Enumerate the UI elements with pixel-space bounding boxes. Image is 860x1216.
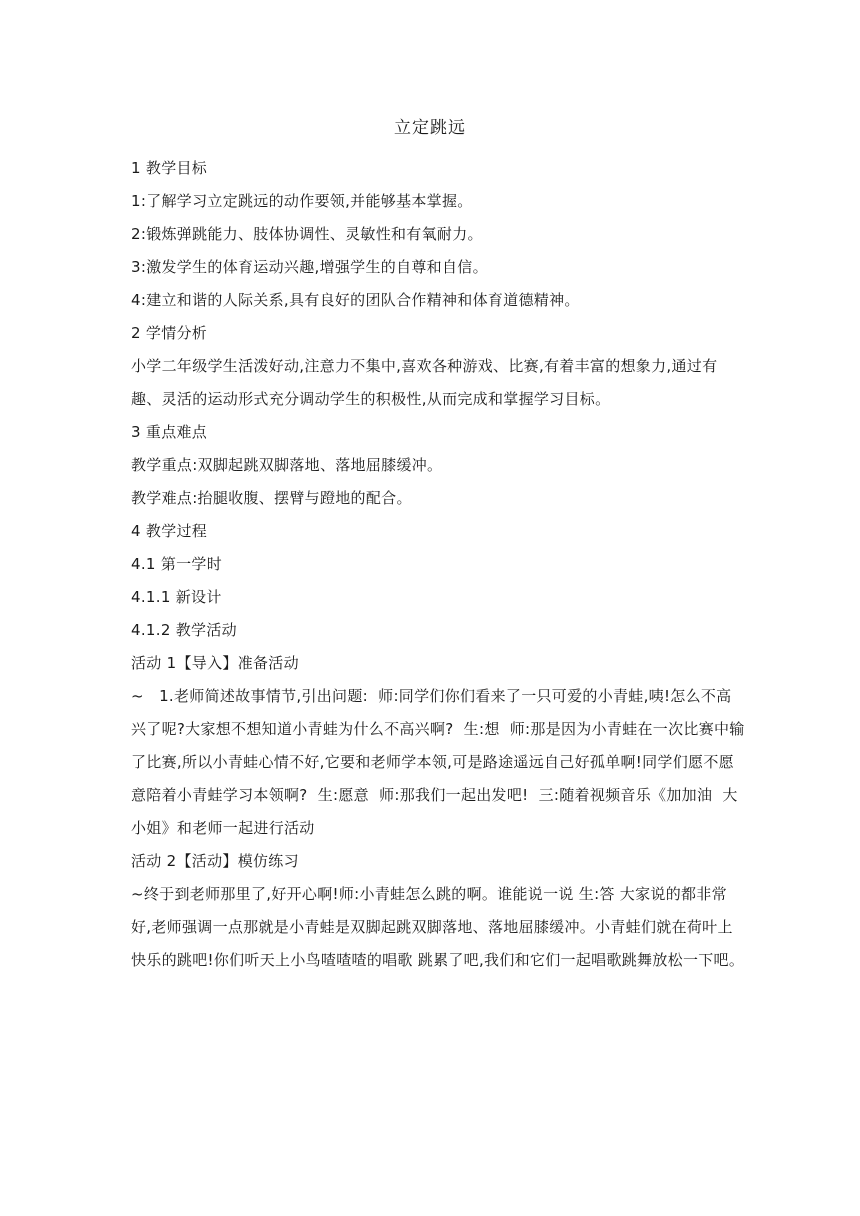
- heading-teaching-process: 4 教学过程: [131, 522, 208, 540]
- activity-1-text: ~ 1.老师简述故事情节,引出问题: 师:同学们你们看来了一只可爱的小青蛙,咦!怎么不高兴了呢?大家想不想知道小青蛙为什么不高兴啊? 生:想 师:那是因为小青蛙在一次比赛中输了比赛,所以小青蛙心情不好,它要和老师学本领,可是路途遥远自己好孤单啊!同学们愿不愿意陪着小青蛙学习本领啊? 生:愿意 师:那我们一起出发吧! 三:随着视频音乐《加加油 大小姐》和老师一起进行活动: [131, 687, 745, 837]
- subheading-first-lesson: 4.1 第一学时: [131, 555, 223, 573]
- objective-item: 2:锻炼弹跳能力、肢体协调性、灵敏性和有氧耐力。: [131, 225, 483, 243]
- difficulty-text: 教学难点:抬腿收腹、摆臂与蹬地的配合。: [131, 489, 412, 507]
- subheading-new-design: 4.1.1 新设计: [131, 588, 222, 606]
- heading-teaching-objectives: 1 教学目标: [131, 159, 208, 177]
- activity-2-text: ~终于到老师那里了,好开心啊!师:小青蛙怎么跳的啊。谁能说一说 生:答 大家说的都非常好,老师强调一点那就是小青蛙是双脚起跳双脚落地、落地屈膝缓冲。小青蛙们就在荷叶上快乐的跳吧!你们听天上小鸟喳喳喳的唱歌 跳累了吧,我们和它们一起唱歌跳舞放松一下吧。: [131, 885, 745, 969]
- heading-student-analysis: 2 学情分析: [131, 324, 208, 342]
- objective-item: 1:了解学习立定跳远的动作要领,并能够基本掌握。: [131, 192, 473, 210]
- student-analysis-text: 小学二年级学生活泼好动,注意力不集中,喜欢各种游戏、比赛,有着丰富的想象力,通过有趣、灵活的运动形式充分调动学生的积极性,从而完成和掌握学习目标。: [131, 357, 718, 408]
- activity-1-heading: 活动 1【导入】准备活动: [131, 654, 299, 672]
- objective-item: 4:建立和谐的人际关系,具有良好的团队合作精神和体育道德精神。: [131, 291, 580, 309]
- key-point-text: 教学重点:双脚起跳双脚落地、落地屈膝缓冲。: [131, 456, 443, 474]
- heading-key-points: 3 重点难点: [131, 423, 208, 441]
- document-title: 立定跳远: [394, 118, 466, 138]
- document-body: [131, 152, 745, 977]
- objective-item: 3:激发学生的体育运动兴趣,增强学生的自尊和自信。: [131, 258, 488, 276]
- activity-2-heading: 活动 2【活动】模仿练习: [131, 852, 299, 870]
- subheading-teaching-activities: 4.1.2 教学活动: [131, 621, 237, 639]
